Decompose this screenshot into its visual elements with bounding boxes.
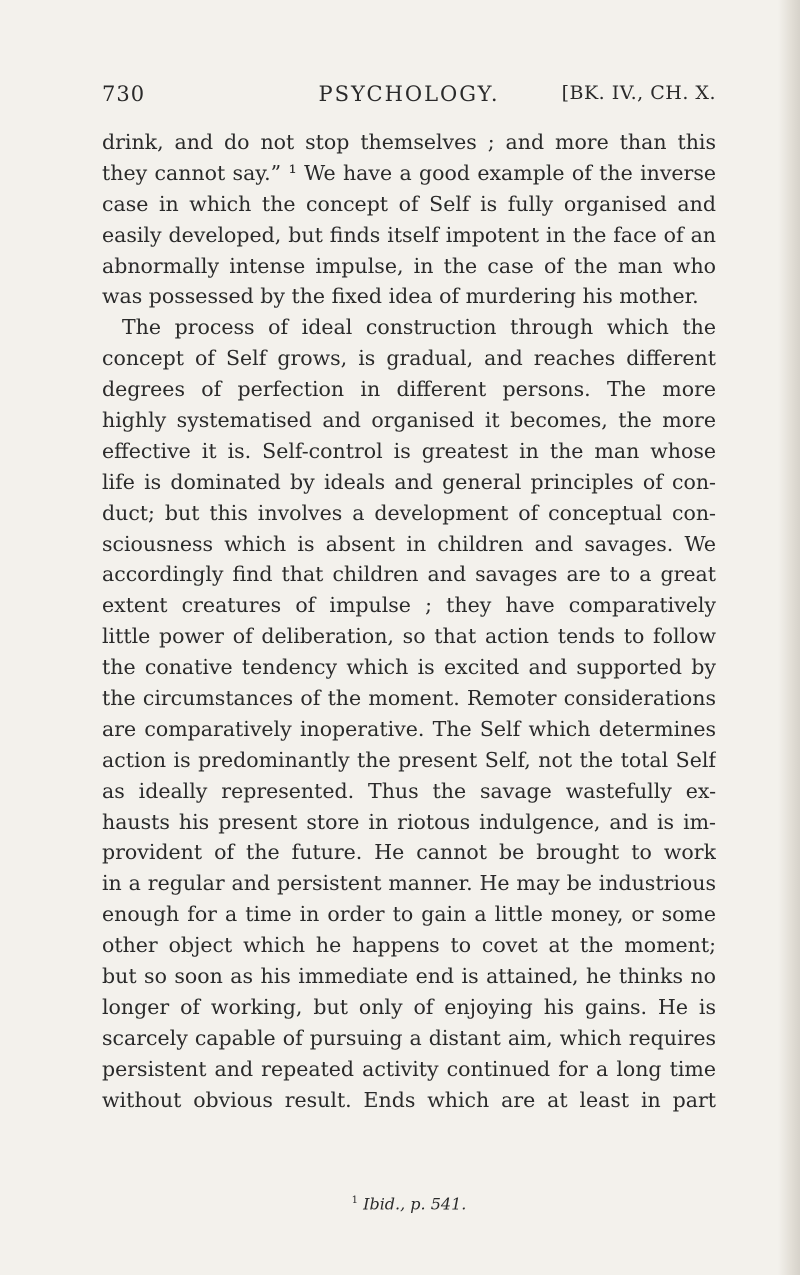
text-line: persistent and repeated activity continued for a long time [102,1056,716,1081]
text-line: extent creatures of impulse ; they have comparatively [102,593,716,618]
text-line: the conative tendency which is excited and supported by [102,655,716,680]
text-line: abnormally intense impulse, in the case of the man who [102,253,716,278]
running-title: PSYCHOLOGY. [318,82,500,106]
text-line: they cannot say.” ¹ We have a good example of the inverse [102,160,716,185]
text-line: other object which he happens to covet at the moment; [102,933,716,958]
text-line: case in which the concept of Self is fully organised and [102,191,716,216]
text-line: concept of Self grows, is gradual, and reaches different [102,346,716,371]
text-line: duct; but this involves a development of conceptual con- [102,500,716,525]
text-line: are comparatively inoperative. The Self which determines [102,716,716,741]
text-line: the circumstances of the moment. Remoter considerations [102,686,716,711]
text-line: as ideally represented. Thus the savage wastefully ex- [102,778,716,803]
text-line: enough for a time in order to gain a little money, or some [102,902,716,927]
text-line: life is dominated by ideals and general principles of con- [102,469,716,494]
footnote [102,1189,716,1216]
text-line: longer of working, but only of enjoying his gains. He is [102,994,716,1019]
text-line: drink, and do not stop themselves ; and more than this [102,130,716,154]
text-line: accordingly find that children and savages are to a great [102,562,716,587]
text-line: The process of ideal construction through which the [122,315,716,340]
text-line: but so soon as his immediate end is attained, he thinks no [102,964,716,989]
text-line: without obvious result. Ends which are at least in part [102,1087,716,1112]
text-line: degrees of perfection in different persons. The more [102,377,716,402]
text-line: sciousness which is absent in children and savages. We [102,531,716,556]
text-line: action is predominantly the present Self, not the total Self [102,747,716,772]
text-line: provident of the future. He cannot be brought to work [102,840,716,865]
footnote-text: Ibid., p. 541. [363,1194,467,1214]
text-line: effective it is. Self-control is greatest in the man whose [102,438,716,463]
section-reference: [BK. IV., CH. X. [561,82,716,104]
text-line: hausts his present store in riotous indulgence, and is im- [102,809,716,834]
text-line: highly systematised and organised it becomes, the more [102,408,716,433]
page-header [102,82,716,116]
footnote-marker: 1 [351,1195,359,1206]
text-line: scarcely capable of pursuing a distant aim, which requires [102,1025,716,1050]
text-line: easily developed, but finds itself impotent in the face of an [102,222,716,247]
text-line: was possessed by the fixed idea of murdering his mother. [102,284,699,309]
body-text [102,127,716,1116]
page-number: 730 [102,82,146,106]
text-line: little power of deliberation, so that action tends to follow [102,624,716,649]
text-line: in a regular and persistent manner. He may be industrious [102,871,716,896]
page-edge-shadow [778,0,800,1275]
